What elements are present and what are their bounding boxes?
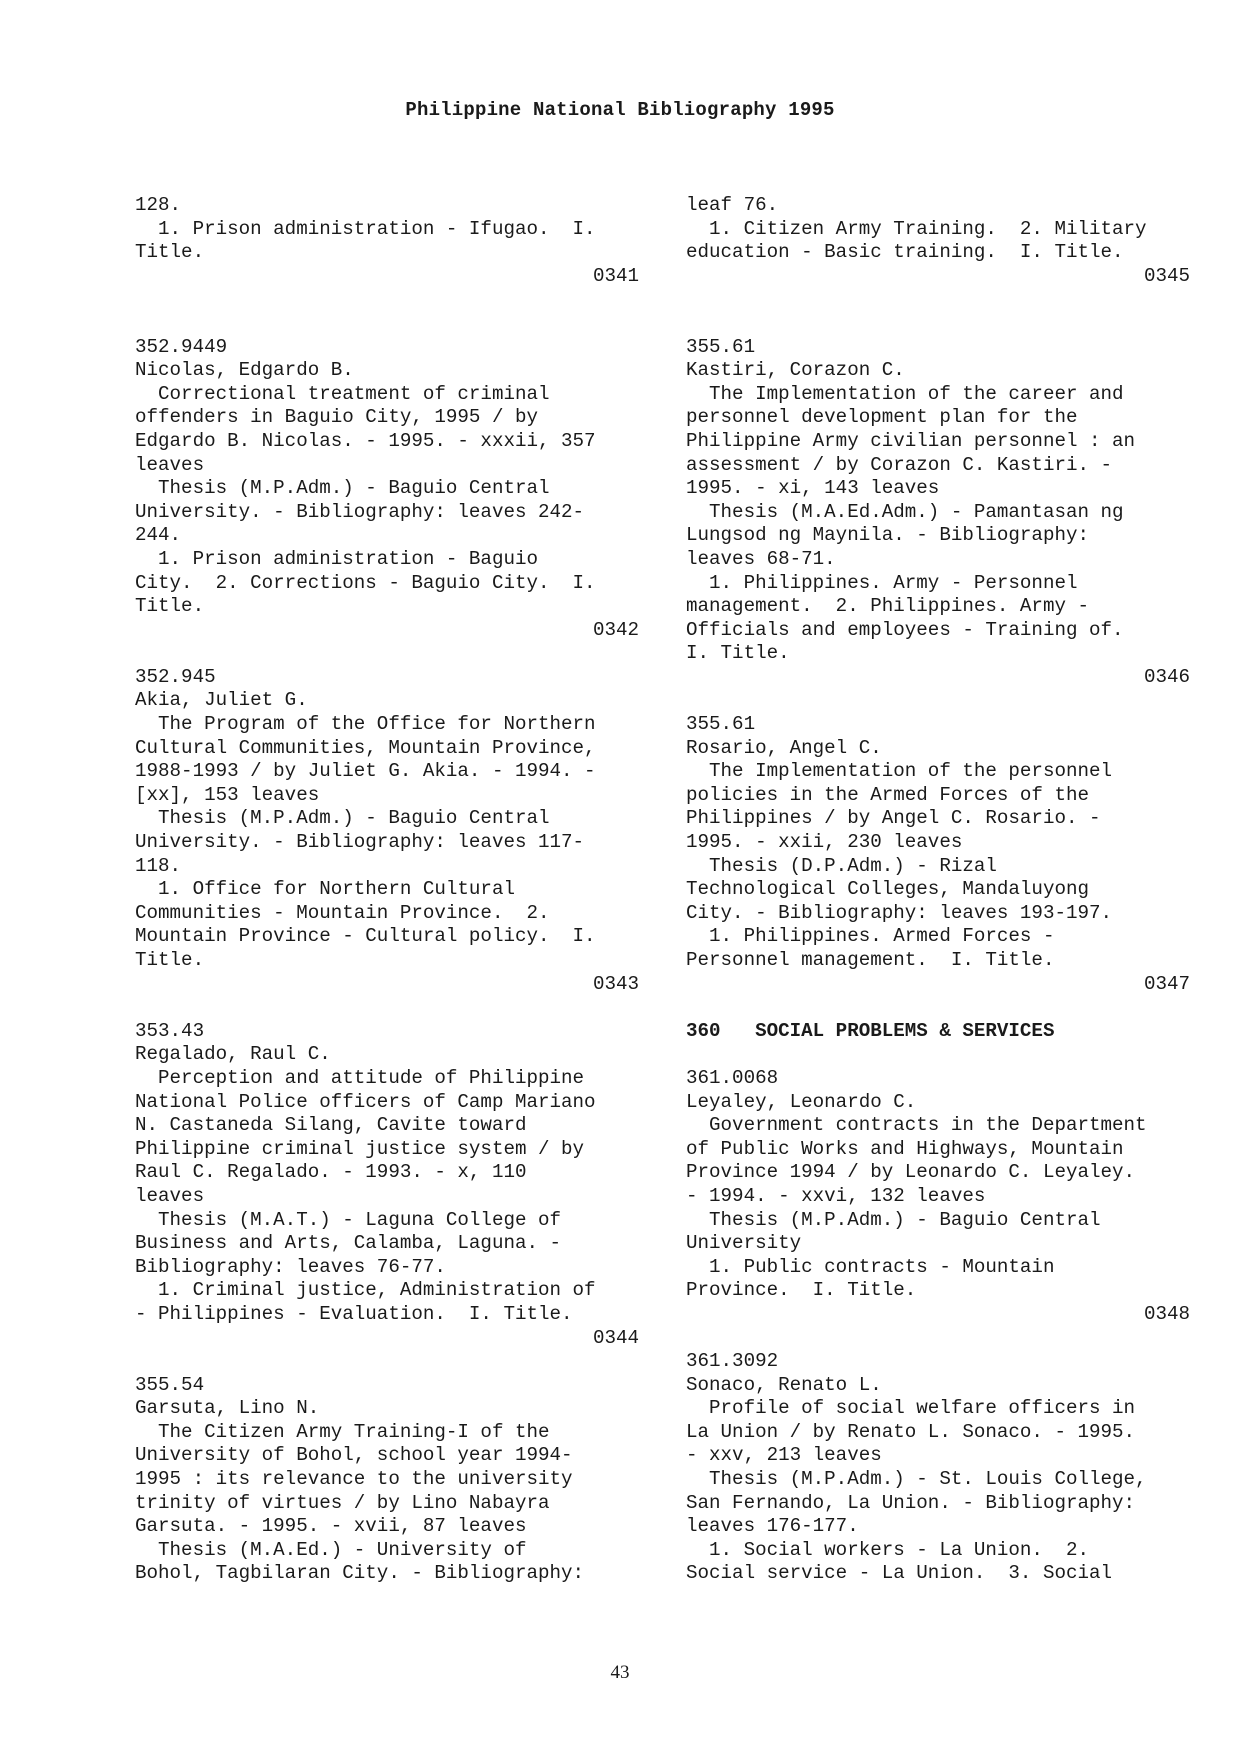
text-line: 1. Public contracts - Mountain [686,1255,1055,1278]
text-line: Profile of social welfare officers in [686,1397,1136,1420]
text-line: Garsuta, Lino N. [135,1397,320,1420]
text-line: 1. Office for Northern Cultural [135,878,515,901]
text-line: Thesis (D.P.Adm.) - Rizal [686,854,997,877]
text-line: 352.945 [135,665,216,688]
text-line: 361.3092 [686,1350,779,1373]
blank-line [686,312,1190,336]
page-number: 43 [610,1662,630,1683]
text-line: 1. Citizen Army Training. 2. Military [686,217,1147,240]
blank-line [135,1350,639,1374]
text-line: - 1994. - xxvi, 132 leaves [686,1184,986,1207]
text-line: 1. Prison administration - Baguio [135,547,539,570]
text-line: Title. [135,241,205,264]
entry-number: 0348 [1143,1302,1190,1325]
text-line: Bibliography: leaves 76-77. [135,1255,446,1278]
text-line: personnel development plan for the [686,406,1078,429]
text-line: leaves 68-71. [686,547,836,570]
text-line: leaves [135,1184,205,1207]
text-line: Cultural Communities, Mountain Province, [135,736,596,759]
text-line: 128. [135,194,182,216]
text-line: education - Basic training. I. Title. [686,241,1124,264]
text-line: Philippines / by Angel C. Rosario. - [686,807,1101,830]
entry-number: 0343 [592,972,639,995]
text-line: Perception and attitude of Philippine [135,1066,585,1089]
blank-line [686,689,1190,713]
text-line: Thesis (M.P.Adm.) - Baguio Central [135,807,550,830]
text-line: policies in the Armed Forces of the [686,783,1090,806]
text-line: San Fernando, La Union. - Bibliography: [686,1491,1136,1514]
text-line: leaf 76. [686,194,779,216]
text-line: leaves 176-177. [686,1515,859,1538]
text-line: Lungsod ng Maynila. - Bibliography: [686,524,1090,547]
text-line: 355.61 [686,713,756,736]
text-line: 1. Prison administration - Ifugao. I. [135,217,596,240]
blank-line [135,312,639,336]
text-line: 1988-1993 / by Juliet G. Akia. - 1994. - [135,760,596,783]
text-line: of Public Works and Highways, Mountain [686,1137,1124,1160]
text-line: Leyaley, Leonardo C. [686,1090,917,1113]
text-line: National Police officers of Camp Mariano [135,1090,596,1113]
text-line: Raul C. Regalado. - 1993. - x, 110 [135,1161,527,1184]
text-line: management. 2. Philippines. Army - [686,595,1090,618]
text-line: Regalado, Raul C. [135,1043,331,1066]
text-line: 355.61 [686,335,756,358]
text-line: Officials and employees - Training of. [686,618,1124,641]
text-line: offenders in Baguio City, 1995 / by [135,406,539,429]
text-line: 244. [135,524,182,547]
text-line: 353.43 [135,1019,205,1042]
text-line: The Implementation of the career and [686,382,1124,405]
text-line: University. - Bibliography: leaves 117- [135,831,585,854]
entry-number: 0341 [592,264,639,287]
text-line: Akia, Juliet G. [135,689,308,712]
text-line: City. 2. Corrections - Baguio City. I. [135,571,596,594]
text-line: leaves [135,453,205,476]
text-line: Sonaco, Renato L. [686,1373,882,1396]
text-line: Thesis (M.P.Adm.) - Baguio Central [686,1208,1101,1231]
text-line: - xxv, 213 leaves [686,1444,882,1467]
text-line: 118. [135,854,182,877]
text-line: Thesis (M.A.Ed.Adm.) - Pamantasan ng [686,500,1124,523]
text-line: Social service - La Union. 3. Social [686,1562,1113,1585]
text-line: I. Title. [686,642,790,665]
text-line: 1. Philippines. Armed Forces - [686,925,1055,948]
text-line: Title. [135,595,205,618]
text-line: Business and Arts, Calamba, Laguna. - [135,1232,562,1255]
text-line: Rosario, Angel C. [686,736,882,759]
text-line: La Union / by Renato L. Sonaco. - 1995. [686,1420,1136,1443]
text-line: The Program of the Office for Northern [135,713,596,736]
text-line: Communities - Mountain Province. 2. [135,901,550,924]
text-line: University. - Bibliography: leaves 242- [135,500,585,523]
blank-line [686,1327,1190,1351]
page-title: Philippine National Bibliography 1995 [405,99,835,121]
text-line: 1995 : its relevance to the university [135,1468,573,1491]
blank-line [135,642,639,666]
text-line: City. - Bibliography: leaves 193-197. [686,901,1113,924]
left-column [135,194,639,1586]
text-line: The Implementation of the personnel [686,760,1113,783]
text-line: Technological Colleges, Mandaluyong [686,878,1090,901]
text-line: Edgardo B. Nicolas. - 1995. - xxxii, 357 [135,429,596,452]
text-line: University [686,1232,802,1255]
text-line: trinity of virtues / by Lino Nabayra [135,1491,550,1514]
blank-line [686,288,1190,312]
text-line: 355.54 [135,1373,205,1396]
text-line: University of Bohol, school year 1994- [135,1444,573,1467]
text-line: Garsuta. - 1995. - xvii, 87 leaves [135,1515,527,1538]
entry-number: 0347 [1143,972,1190,995]
text-line: 1. Criminal justice, Administration of [135,1279,596,1302]
right-column [686,194,1190,1586]
text-line: Thesis (M.P.Adm.) - Baguio Central [135,477,550,500]
text-line: Title. [135,949,205,971]
text-line: 361.0068 [686,1066,779,1089]
blank-line [686,1043,1190,1067]
text-line: N. Castaneda Silang, Cavite toward [135,1114,527,1137]
text-line: Personnel management. I. Title. [686,949,1055,971]
text-line: 1995. - xxii, 230 leaves [686,831,963,854]
text-line: Philippine criminal justice system / by [135,1137,585,1160]
text-line: Province. I. Title. [686,1279,917,1302]
text-line: Nicolas, Edgardo B. [135,359,354,382]
text-line: Thesis (M.A.T.) - Laguna College of [135,1208,562,1231]
text-line: Kastiri, Corazon C. [686,359,905,382]
text-line: 1. Social workers - La Union. 2. [686,1538,1090,1561]
text-line: Thesis (M.P.Adm.) - St. Louis College, [686,1468,1147,1491]
entry-number: 0344 [592,1326,639,1349]
section-heading: 360 SOCIAL PROBLEMS & SERVICES [686,1019,1055,1042]
text-line: Correctional treatment of criminal [135,382,550,405]
text-line: Government contracts in the Department [686,1114,1147,1137]
text-line: 352.9449 [135,335,228,358]
text-line: Thesis (M.A.Ed.) - University of [135,1538,527,1561]
entry-number: 0342 [592,618,639,641]
entry-number: 0345 [1143,264,1190,287]
text-line: Bohol, Tagbilaran City. - Bibliography: [135,1562,585,1585]
text-line: [xx], 153 leaves [135,783,320,806]
blank-line [686,996,1190,1020]
text-line: 1995. - xi, 143 leaves [686,477,940,500]
text-line: Philippine Army civilian personnel : an [686,429,1136,452]
text-line: Province 1994 / by Leonardo C. Leyaley. [686,1161,1136,1184]
entry-number: 0346 [1143,665,1190,688]
text-line: The Citizen Army Training-I of the [135,1420,550,1443]
text-line: assessment / by Corazon C. Kastiri. - [686,453,1113,476]
text-line: - Philippines - Evaluation. I. Title. [135,1302,573,1325]
blank-line [135,288,639,312]
blank-line [135,996,639,1020]
text-line: 1. Philippines. Army - Personnel [686,571,1078,594]
text-line: Mountain Province - Cultural policy. I. [135,925,596,948]
